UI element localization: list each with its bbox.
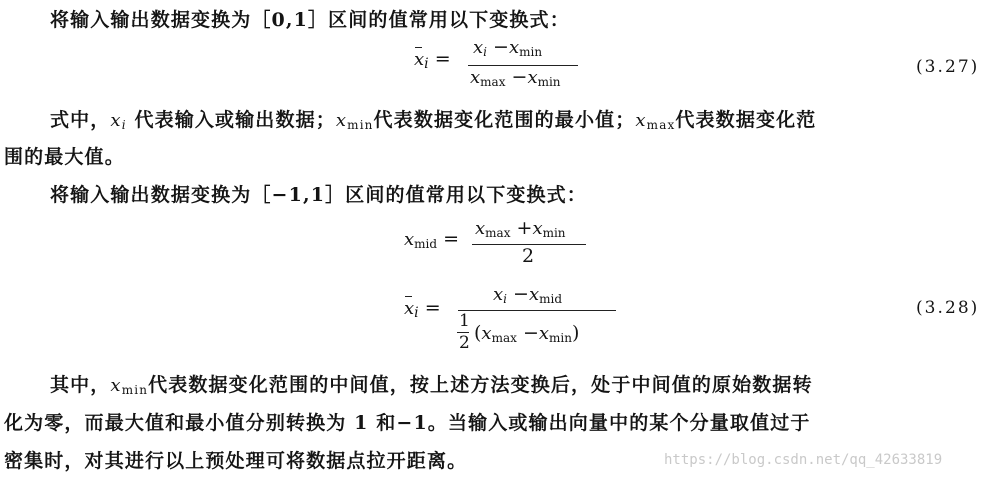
eq2-numerator: $x_{max} +x_{min}$ [475, 217, 566, 240]
eq3-half-denominator: 2 [459, 333, 470, 353]
eq3-half-numerator: 1 [459, 311, 470, 331]
paragraph-4-line-1: 其中，$x_{min}$代表数据变化范围的中间值，按上述方法变换后，处于中间值的原始数据转 [50, 374, 813, 397]
eq2-denominator: 2 [522, 245, 535, 267]
eq1-number: (3.27) [916, 57, 980, 77]
paragraph-2-line-1: 式中，$x_i$ 代表输入或输出数据；$x_{min}$代表数据变化范围的最小值；$x_{max}$代表数据变化范 [50, 109, 817, 132]
eq3-numerator: $x_i -x_{mid}$ [493, 283, 563, 306]
eq2-lhs: $x_{mid}$ = [404, 228, 460, 251]
paragraph-4-line-2: 化为零，而最大值和最小值分别转换为 1 和−1。当输入或输出向量中的某个分量取值过于 [4, 412, 811, 434]
eq1-lhs: $x_i$ = [414, 48, 451, 72]
eq3-fraction-bar [458, 310, 616, 311]
eq3-lhs: $x_i$ = [404, 297, 441, 321]
paragraph-4-line-3: 密集时，对其进行以上预处理可将数据点拉开距离。 [4, 450, 468, 472]
eq1-denominator: $x_{max} -x_{min}$ [470, 66, 561, 89]
paragraph-3: 将输入输出数据变换为［−1,1］区间的值常用以下变换式： [50, 184, 587, 206]
eq3-denominator: $(x_{max} -x_{min})$ [474, 322, 580, 345]
watermark: https://blog.csdn.net/qq_42633819 [664, 452, 943, 468]
eq3-number: (3.28) [916, 298, 980, 318]
eq1-numerator: $x_i -x_{min}$ [473, 36, 543, 59]
paragraph-2-line-2: 围的最大值。 [4, 146, 125, 168]
paragraph-1: 将输入输出数据变换为［0,1］区间的值常用以下变换式： [50, 9, 570, 31]
